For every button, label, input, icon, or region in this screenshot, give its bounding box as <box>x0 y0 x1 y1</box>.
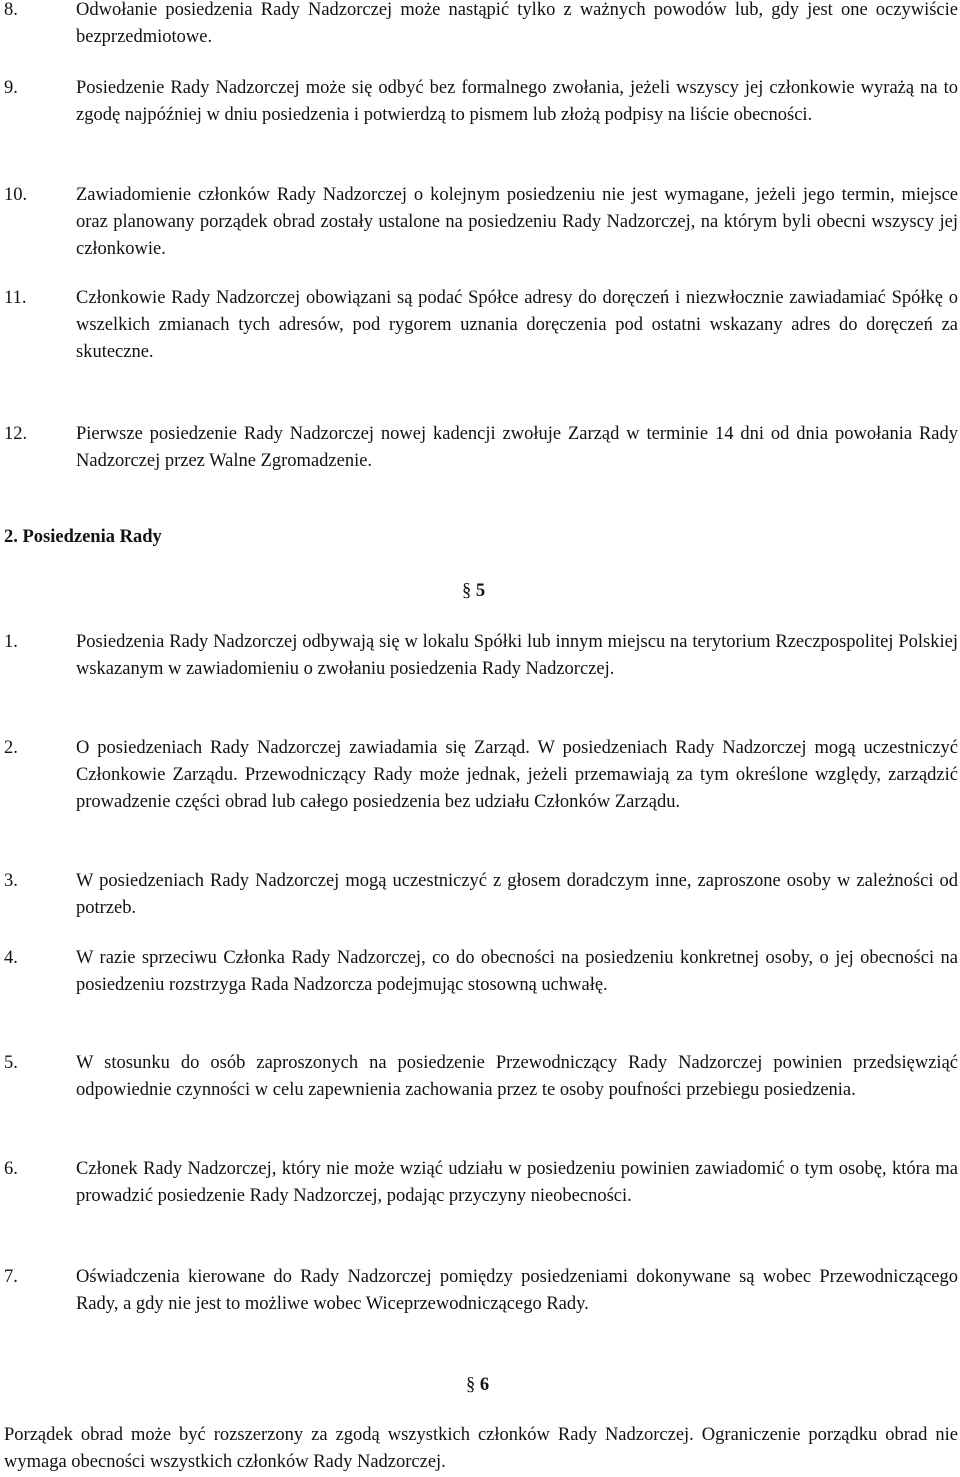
closing-paragraph: Porządek obrad może być rozszerzony za zgodą wszystkich członków Rady Nadzorczej. Ograniczenie porządku obrad nie wymaga obecności wszystkich członków Rady Nadzorczej. <box>4 1425 958 1472</box>
list-item-3 <box>4 868 958 922</box>
item-text: Posiedzenia Rady Nadzorczej odbywają się w lokalu Spółki lub innym miejscu na terytorium Rzeczpospolitej Polskiej wskazanym w zawiadomieniu o zwołaniu posiedzenia Rady Nadzorczej. <box>76 632 958 679</box>
item-text: Pierwsze posiedzenie Rady Nadzorczej nowej kadencji zwołuje Zarząd w terminie 14 dni od dnia powołania Rady Nadzorczej przez Walne Zgromadzenie. <box>76 424 958 471</box>
list-item-1 <box>4 629 958 683</box>
item-number: 2. <box>4 738 18 758</box>
item-number: 5. <box>4 1053 18 1073</box>
item-number: 6. <box>4 1159 18 1179</box>
item-number: 1. <box>4 632 18 652</box>
item-text: Członek Rady Nadzorczej, który nie może wziąć udziału w posiedzeniu powinien zawiadomić o tym osobę, która ma prowadzić posiedzenie Rady Nadzorczej, podając przyczyny nieobecności. <box>76 1159 958 1206</box>
list-item-10 <box>4 182 958 263</box>
item-text: W razie sprzeciwu Członka Rady Nadzorczej, co do obecności na posiedzeniu konkretnej osoby, o jej obecności na posiedzeniu rozstrzyga Rada Nadzorcza podejmując stosowną uchwałę. <box>76 948 958 995</box>
section-sign: § <box>466 1375 476 1395</box>
paragraph-mark-6 <box>466 1372 489 1399</box>
list-item-11 <box>4 285 958 366</box>
item-number: 12. <box>4 424 28 444</box>
item-number: 4. <box>4 948 18 968</box>
item-text: Zawiadomienie członków Rady Nadzorczej o kolejnym posiedzeniu nie jest wymagane, jeżeli jego termin, miejsce oraz planowany porządek obrad zostały ustalone na posiedzeniu Rady Nadzorczej, na którym byli obecni wszyscy jej członkowie. <box>76 185 958 259</box>
section-heading: 2. Posiedzenia Rady <box>4 527 162 547</box>
item-text: W stosunku do osób zaproszonych na posiedzenie Przewodniczący Rady Nadzorczej powinien przedsięwziąć odpowiednie czynności w celu zapewnienia zachowania przez te osoby poufności przebiegu posiedzenia. <box>76 1053 958 1100</box>
item-number: 3. <box>4 871 18 891</box>
item-number: 11. <box>4 288 27 308</box>
item-number: 7. <box>4 1267 18 1287</box>
item-text: Oświadczenia kierowane do Rady Nadzorczej pomiędzy posiedzeniami dokonywane są wobec Przewodniczącego Rady, a gdy nie jest to możliwe wobec Wiceprzewodniczącego Rady. <box>76 1267 958 1314</box>
item-text: O posiedzeniach Rady Nadzorczej zawiadamia się Zarząd. W posiedzeniach Rady Nadzorczej mogą uczestniczyć Członkowie Zarządu. Przewodniczący Rady może jednak, jeżeli przemawiają za tym określone względy, zarządzić prowadzenie części obrad lub całego posiedzenia bez udziału Członków Zarządu. <box>76 738 958 812</box>
list-item-9 <box>4 75 958 129</box>
item-number: 9. <box>4 78 18 98</box>
list-item-4 <box>4 945 958 999</box>
item-text: Członkowie Rady Nadzorczej obowiązani są podać Spółce adresy do doręczeń i niezwłocznie zawiadamiać Spółkę o wszelkich zmianach tych adresów, pod rygorem uznania doręczenia pod ostatni wskazany adres do doręczeń za skuteczne. <box>76 288 958 362</box>
list-item-5 <box>4 1050 958 1104</box>
list-item-12 <box>4 421 958 475</box>
list-item-7 <box>4 1264 958 1318</box>
paragraph-mark-5 <box>462 578 485 605</box>
list-item-2 <box>4 735 958 816</box>
item-number: 8. <box>4 0 18 20</box>
item-text: Odwołanie posiedzenia Rady Nadzorczej może nastąpić tylko z ważnych powodów lub, gdy jest one oczywiście bezprzedmiotowe. <box>76 0 958 47</box>
list-item-6 <box>4 1156 958 1210</box>
paragraph-number: 6 <box>479 1375 490 1395</box>
item-text: Posiedzenie Rady Nadzorczej może się odbyć bez formalnego zwołania, jeżeli wszyscy jej członkowie wyrażą na to zgodę najpóźniej w dniu posiedzenia i potwierdzą to pismem lub złożą podpisy na liście obecności. <box>76 78 958 125</box>
paragraph-number: 5 <box>475 581 486 601</box>
list-item-8 <box>4 0 958 51</box>
item-text: W posiedzeniach Rady Nadzorczej mogą uczestniczyć z głosem doradczym inne, zaproszone osoby w zależności od potrzeb. <box>76 871 958 918</box>
item-number: 10. <box>4 185 28 205</box>
section-sign: § <box>462 581 472 601</box>
